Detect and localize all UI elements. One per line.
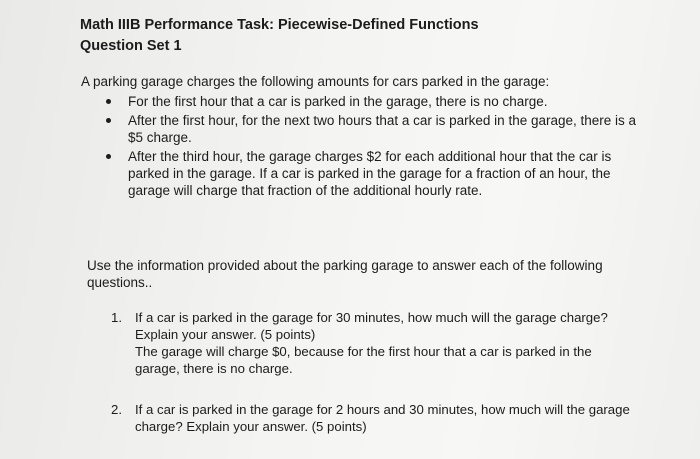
pricing-rules-list: [104, 93, 664, 201]
question-item: [111, 401, 635, 435]
bullet-icon: [106, 118, 111, 123]
question-list: [111, 309, 671, 435]
bullet-icon: [106, 154, 111, 159]
bullet-icon: [106, 99, 111, 104]
instructions-paragraph: Use the information provided about the parking garage to answer each of the following questions..: [87, 258, 603, 290]
answer-text: The garage will charge $0, because for the first hour that a car is parked in the garage, there is no charge.: [135, 344, 592, 376]
question-number: 1.: [111, 310, 122, 325]
question-number: 2.: [111, 402, 122, 417]
list-item: [104, 112, 648, 146]
list-item: [104, 93, 598, 110]
question-text: If a car is parked in the garage for 30 minutes, how much will the garage charge? Explain your answer. (5 points): [135, 310, 608, 342]
list-item: [104, 148, 648, 199]
bullet-text: For the first hour that a car is parked in the garage, there is no charge.: [128, 94, 548, 109]
question-item: [111, 309, 635, 377]
page-title: Math IIIB Performance Task: Piecewise-Defined Functions: [80, 17, 479, 33]
question-text: If a car is parked in the garage for 2 hours and 30 minutes, how much will the garage charge? Explain your answer. (5 points): [135, 402, 630, 434]
intro-paragraph: A parking garage charges the following amounts for cars parked in the garage:: [81, 74, 550, 89]
bullet-text: After the first hour, for the next two hours that a car is parked in the garage, there is a $5 charge.: [128, 113, 637, 145]
page-subtitle: Question Set 1: [80, 38, 182, 54]
bullet-text: After the third hour, the garage charges $2 for each additional hour that the car is parked in the garage. If a car is parked in the garage for a fraction of an hour, the garage will charge that fraction of the additional hourly rate.: [128, 149, 612, 198]
